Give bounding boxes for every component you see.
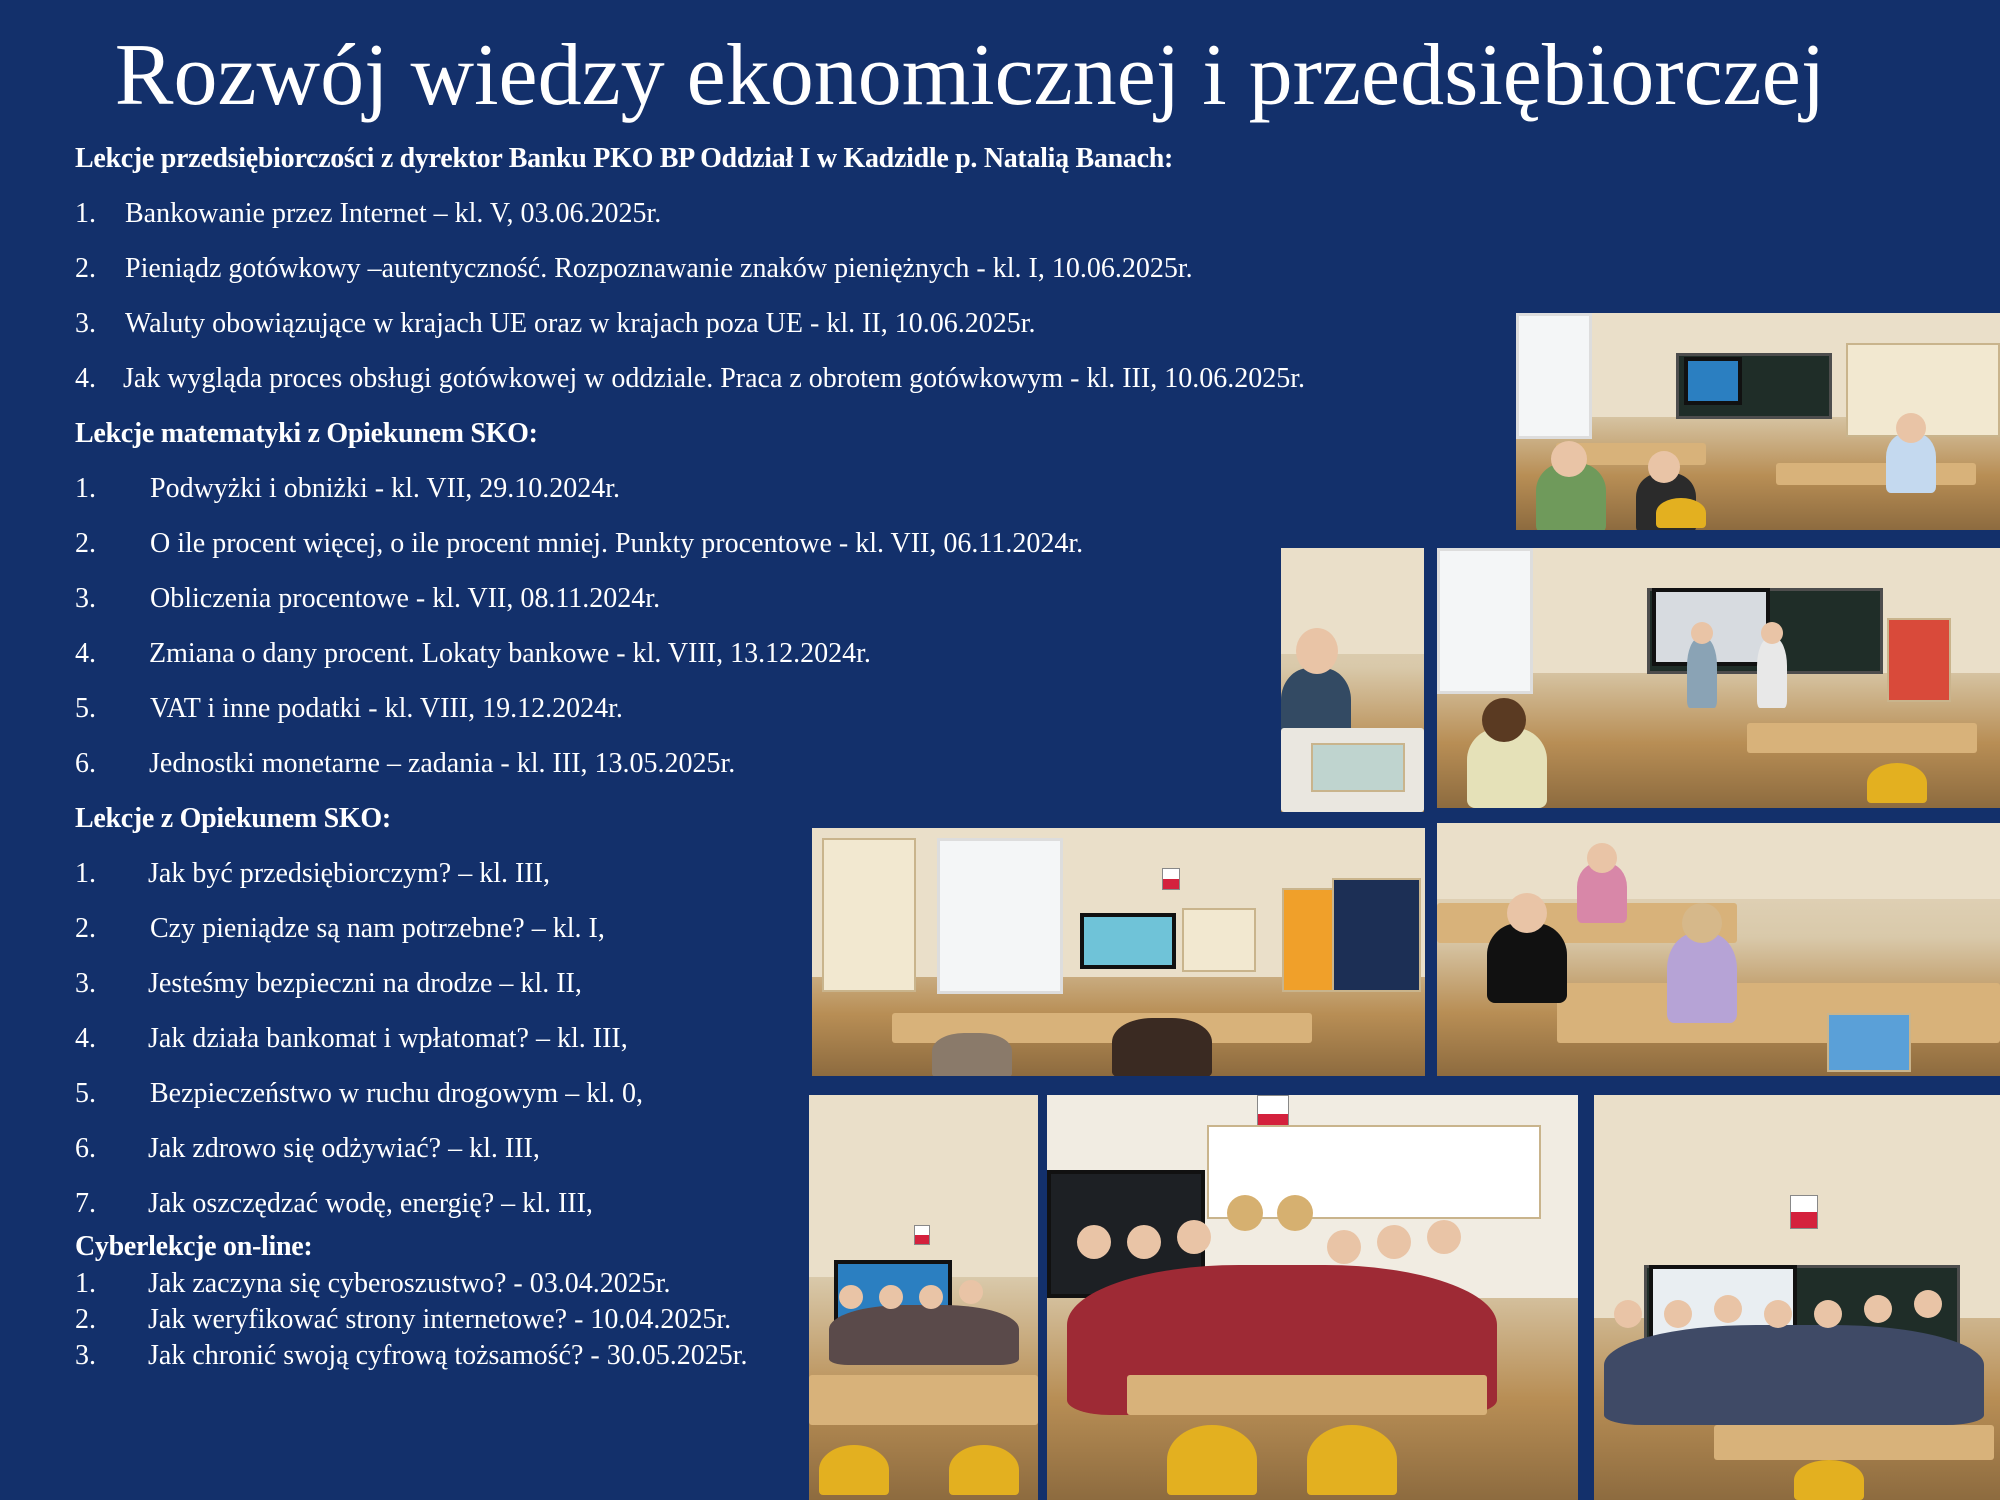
list-item: 5. VAT i inne podatki - kl. VIII, 19.12.2024r. — [75, 693, 623, 724]
list-item: 3. Jak chronić swoją cyfrową tożsamość? - 30.05.2025r. — [75, 1340, 748, 1371]
list-item: 2. Jak weryfikować strony internetowe? - 10.04.2025r. — [75, 1304, 732, 1335]
list-item: 1. Jak zaczyna się cyberoszustwo? - 03.04.2025r. — [75, 1268, 671, 1299]
list-item: 2. Czy pieniądze są nam potrzebne? – kl. I, — [75, 913, 605, 944]
classroom-photo-8 — [1594, 1095, 2000, 1500]
section-heading-sko-lessons: Lekcje z Opiekunem SKO: — [75, 803, 391, 834]
list-item: 3. Waluty obowiązujące w krajach UE oraz w krajach poza UE - kl. II, 10.06.2025r. — [75, 308, 1036, 339]
list-item: 7. Jak oszczędzać wodę, energię? – kl. III, — [75, 1188, 593, 1219]
classroom-photo-3 — [1437, 548, 2000, 808]
list-item: 3. Jesteśmy bezpieczni na drodze – kl. II, — [75, 968, 582, 999]
list-item: 1. Jak być przedsiębiorczym? – kl. III, — [75, 858, 550, 889]
list-item: 4. Jak wygląda proces obsługi gotówkowej w oddziale. Praca z obrotem gotówkowym - kl. III, 10.06.2025r. — [75, 363, 1305, 394]
section-heading-cyber-lessons: Cyberlekcje on-line: — [75, 1231, 313, 1262]
page-title: Rozwój wiedzy ekonomicznej i przedsiębiorczej — [114, 27, 1826, 124]
section-heading-bank-lessons: Lekcje przedsiębiorczości z dyrektor Banku PKO BP Oddział I w Kadzidle p. Natalią Banach: — [75, 143, 1173, 174]
list-item: 2. O ile procent więcej, o ile procent mniej. Punkty procentowe - kl. VII, 06.11.2024r. — [75, 528, 1084, 559]
list-item: 2. Pieniądz gotówkowy –autentyczność. Rozpoznawanie znaków pieniężnych - kl. I, 10.06.2025r. — [75, 253, 1193, 284]
list-item: 1. Bankowanie przez Internet – kl. V, 03.06.2025r. — [75, 198, 662, 229]
list-item: 6. Jak zdrowo się odżywiać? – kl. III, — [75, 1133, 540, 1164]
classroom-photo-5 — [1437, 823, 2000, 1076]
classroom-photo-4 — [812, 828, 1425, 1076]
classroom-photo-6 — [809, 1095, 1038, 1500]
classroom-photo-2 — [1281, 548, 1424, 812]
classroom-photo-1 — [1516, 313, 2000, 530]
list-item: 1. Podwyżki i obniżki - kl. VII, 29.10.2024r. — [75, 473, 621, 504]
list-item: 6. Jednostki monetarne – zadania - kl. III, 13.05.2025r. — [75, 748, 736, 779]
list-item: 4. Zmiana o dany procent. Lokaty bankowe - kl. VIII, 13.12.2024r. — [75, 638, 871, 669]
list-item: 4. Jak działa bankomat i wpłatomat? – kl. III, — [75, 1023, 628, 1054]
list-item: 3. Obliczenia procentowe - kl. VII, 08.11.2024r. — [75, 583, 661, 614]
section-heading-math-lessons: Lekcje matematyki z Opiekunem SKO: — [75, 418, 538, 449]
classroom-photo-7 — [1047, 1095, 1578, 1500]
list-item: 5. Bezpieczeństwo w ruchu drogowym – kl. 0, — [75, 1078, 643, 1109]
